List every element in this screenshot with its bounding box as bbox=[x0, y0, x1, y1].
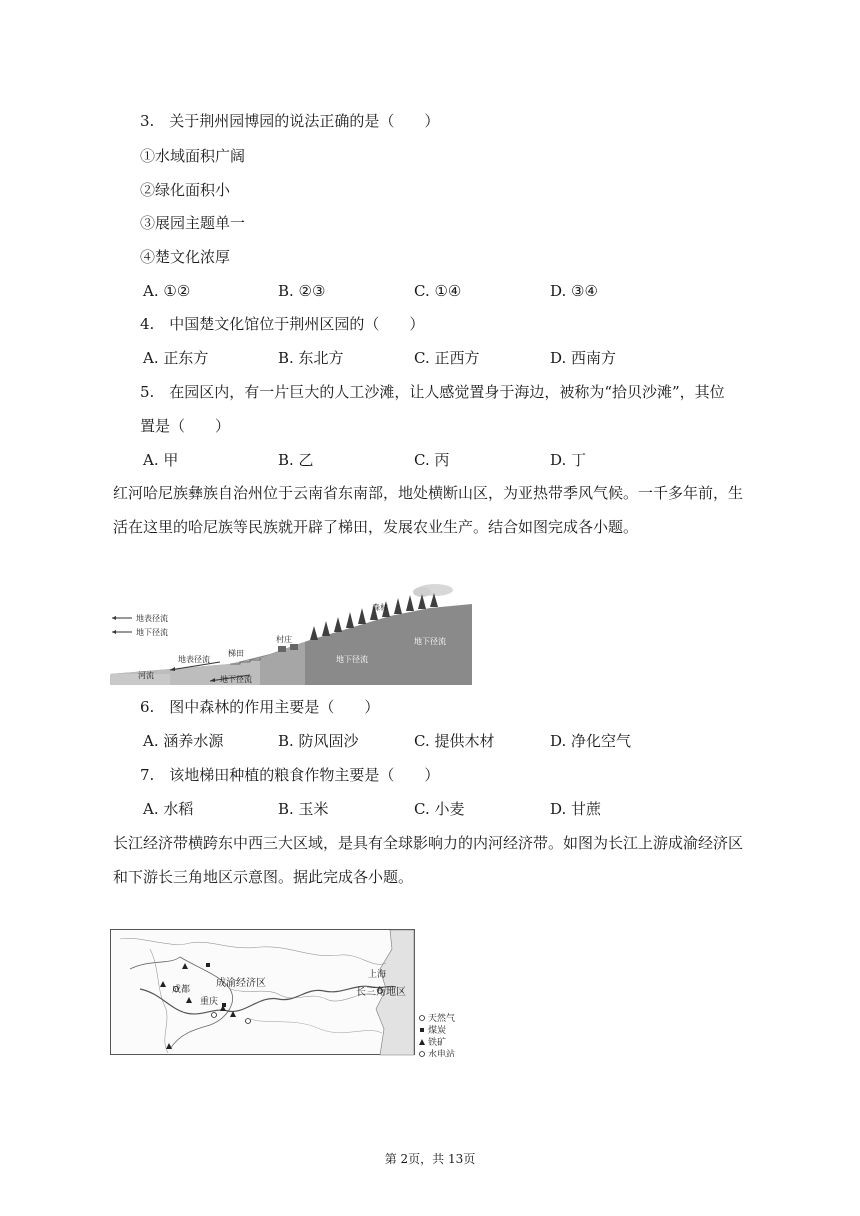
q7-option-a[interactable]: A. 水稻 bbox=[143, 800, 194, 818]
passage-1-line-2: 活在这里的哈尼族等民族就开辟了梯田，发展农业生产。结合如图完成各小题。 bbox=[113, 518, 639, 536]
legend-iron-label: 铁矿 bbox=[428, 1038, 447, 1048]
q5-option-a[interactable]: A. 甲 bbox=[143, 451, 179, 469]
q5-stem-line-1: 5. 在园区内，有一片巨大的人工沙滩，让人感觉置身于海边，被称为“拾贝沙滩”，其位 bbox=[140, 383, 725, 401]
label-ground-runoff-2: 地下径流 bbox=[336, 655, 368, 664]
label-terrace: 梯田 bbox=[228, 649, 244, 658]
q6-option-c[interactable]: C. 提供木材 bbox=[414, 732, 495, 750]
q7-option-d[interactable]: D. 甘蔗 bbox=[550, 800, 602, 818]
q7-option-b[interactable]: B. 玉米 bbox=[278, 800, 329, 818]
q3-stem: 3. 关于荆州园博园的说法正确的是（ ） bbox=[140, 112, 440, 130]
legend-ground-runoff: 地下径流 bbox=[136, 628, 168, 637]
q3-option-d[interactable]: D. ③④ bbox=[550, 282, 598, 300]
legend-coal-label: 煤炭 bbox=[428, 1026, 447, 1036]
label-forest: 森林 bbox=[372, 603, 388, 612]
label-ground-runoff-3: 地下径流 bbox=[414, 637, 446, 646]
legend-gas-label: 天然气 bbox=[428, 1014, 456, 1024]
legend-iron-icon bbox=[419, 1039, 425, 1045]
legend-coal-icon bbox=[420, 1028, 424, 1032]
label-village: 村庄 bbox=[276, 635, 292, 644]
q5-option-d[interactable]: D. 丁 bbox=[550, 451, 587, 469]
q3-option-c[interactable]: C. ①④ bbox=[414, 282, 462, 300]
legend-surface-runoff: 地表径流 bbox=[136, 614, 168, 623]
label-yangtze-delta: 长三角地区 bbox=[356, 987, 406, 998]
passage-1-line-1: 红河哈尼族彝族自治州位于云南省东南部，地处横断山区，为亚热带季风气候。一千多年前，生 bbox=[113, 484, 744, 502]
q3-item-2: ②绿化面积小 bbox=[140, 181, 231, 199]
passage-2-line-1: 长江经济带横跨东中西三大区域，是具有全球影响力的内河经济带。如图为长江上游成渝经济区 bbox=[113, 834, 744, 852]
q3-option-a[interactable]: A. ①② bbox=[143, 282, 191, 300]
q4-stem: 4. 中国楚文化馆位于荆州区园的（ ） bbox=[140, 315, 425, 333]
legend-hydro-icon bbox=[420, 1052, 425, 1057]
label-chongqing: 重庆 bbox=[200, 997, 219, 1007]
legend-gas-icon bbox=[420, 1016, 425, 1021]
q6-option-d[interactable]: D. 净化空气 bbox=[550, 732, 632, 750]
q3-item-4: ④楚文化浓厚 bbox=[140, 248, 231, 266]
label-river: 河流 bbox=[138, 671, 154, 680]
q5-stem-line-2: 置是（ ） bbox=[140, 417, 231, 435]
terrace-cross-section-figure bbox=[110, 582, 472, 685]
q4-option-d[interactable]: D. 西南方 bbox=[550, 349, 617, 367]
q3-item-3: ③展园主题单一 bbox=[140, 214, 246, 232]
yangtze-region-map-figure bbox=[110, 929, 480, 1057]
q7-stem: 7. 该地梯田种植的粮食作物主要是（ ） bbox=[140, 766, 440, 784]
q3-option-b[interactable]: B. ②③ bbox=[278, 282, 326, 300]
q5-option-b[interactable]: B. 乙 bbox=[278, 451, 314, 469]
q6-stem: 6. 图中森林的作用主要是（ ） bbox=[140, 698, 380, 716]
q4-option-c[interactable]: C. 正西方 bbox=[414, 349, 480, 367]
page-footer: 第 2页，共 13页 bbox=[384, 1152, 476, 1166]
q3-item-1: ①水域面积广阔 bbox=[140, 147, 246, 165]
label-chengyu-economic-zone: 成渝经济区 bbox=[216, 978, 266, 989]
label-surface-runoff: 地表径流 bbox=[178, 655, 210, 664]
q4-option-b[interactable]: B. 东北方 bbox=[278, 349, 344, 367]
q7-option-c[interactable]: C. 小麦 bbox=[414, 800, 465, 818]
label-shanghai: 上海 bbox=[368, 970, 387, 980]
label-chengdu: 成都 bbox=[172, 985, 191, 995]
q6-option-a[interactable]: A. 涵养水源 bbox=[143, 732, 224, 750]
q6-option-b[interactable]: B. 防风固沙 bbox=[278, 732, 359, 750]
q5-option-c[interactable]: C. 丙 bbox=[414, 451, 450, 469]
legend-hydro-label: 水电站 bbox=[428, 1050, 456, 1057]
q4-option-a[interactable]: A. 正东方 bbox=[143, 349, 209, 367]
passage-2-line-2: 和下游长三角地区示意图。据此完成各小题。 bbox=[113, 868, 414, 886]
label-ground-runoff-1: 地下径流 bbox=[220, 675, 252, 684]
